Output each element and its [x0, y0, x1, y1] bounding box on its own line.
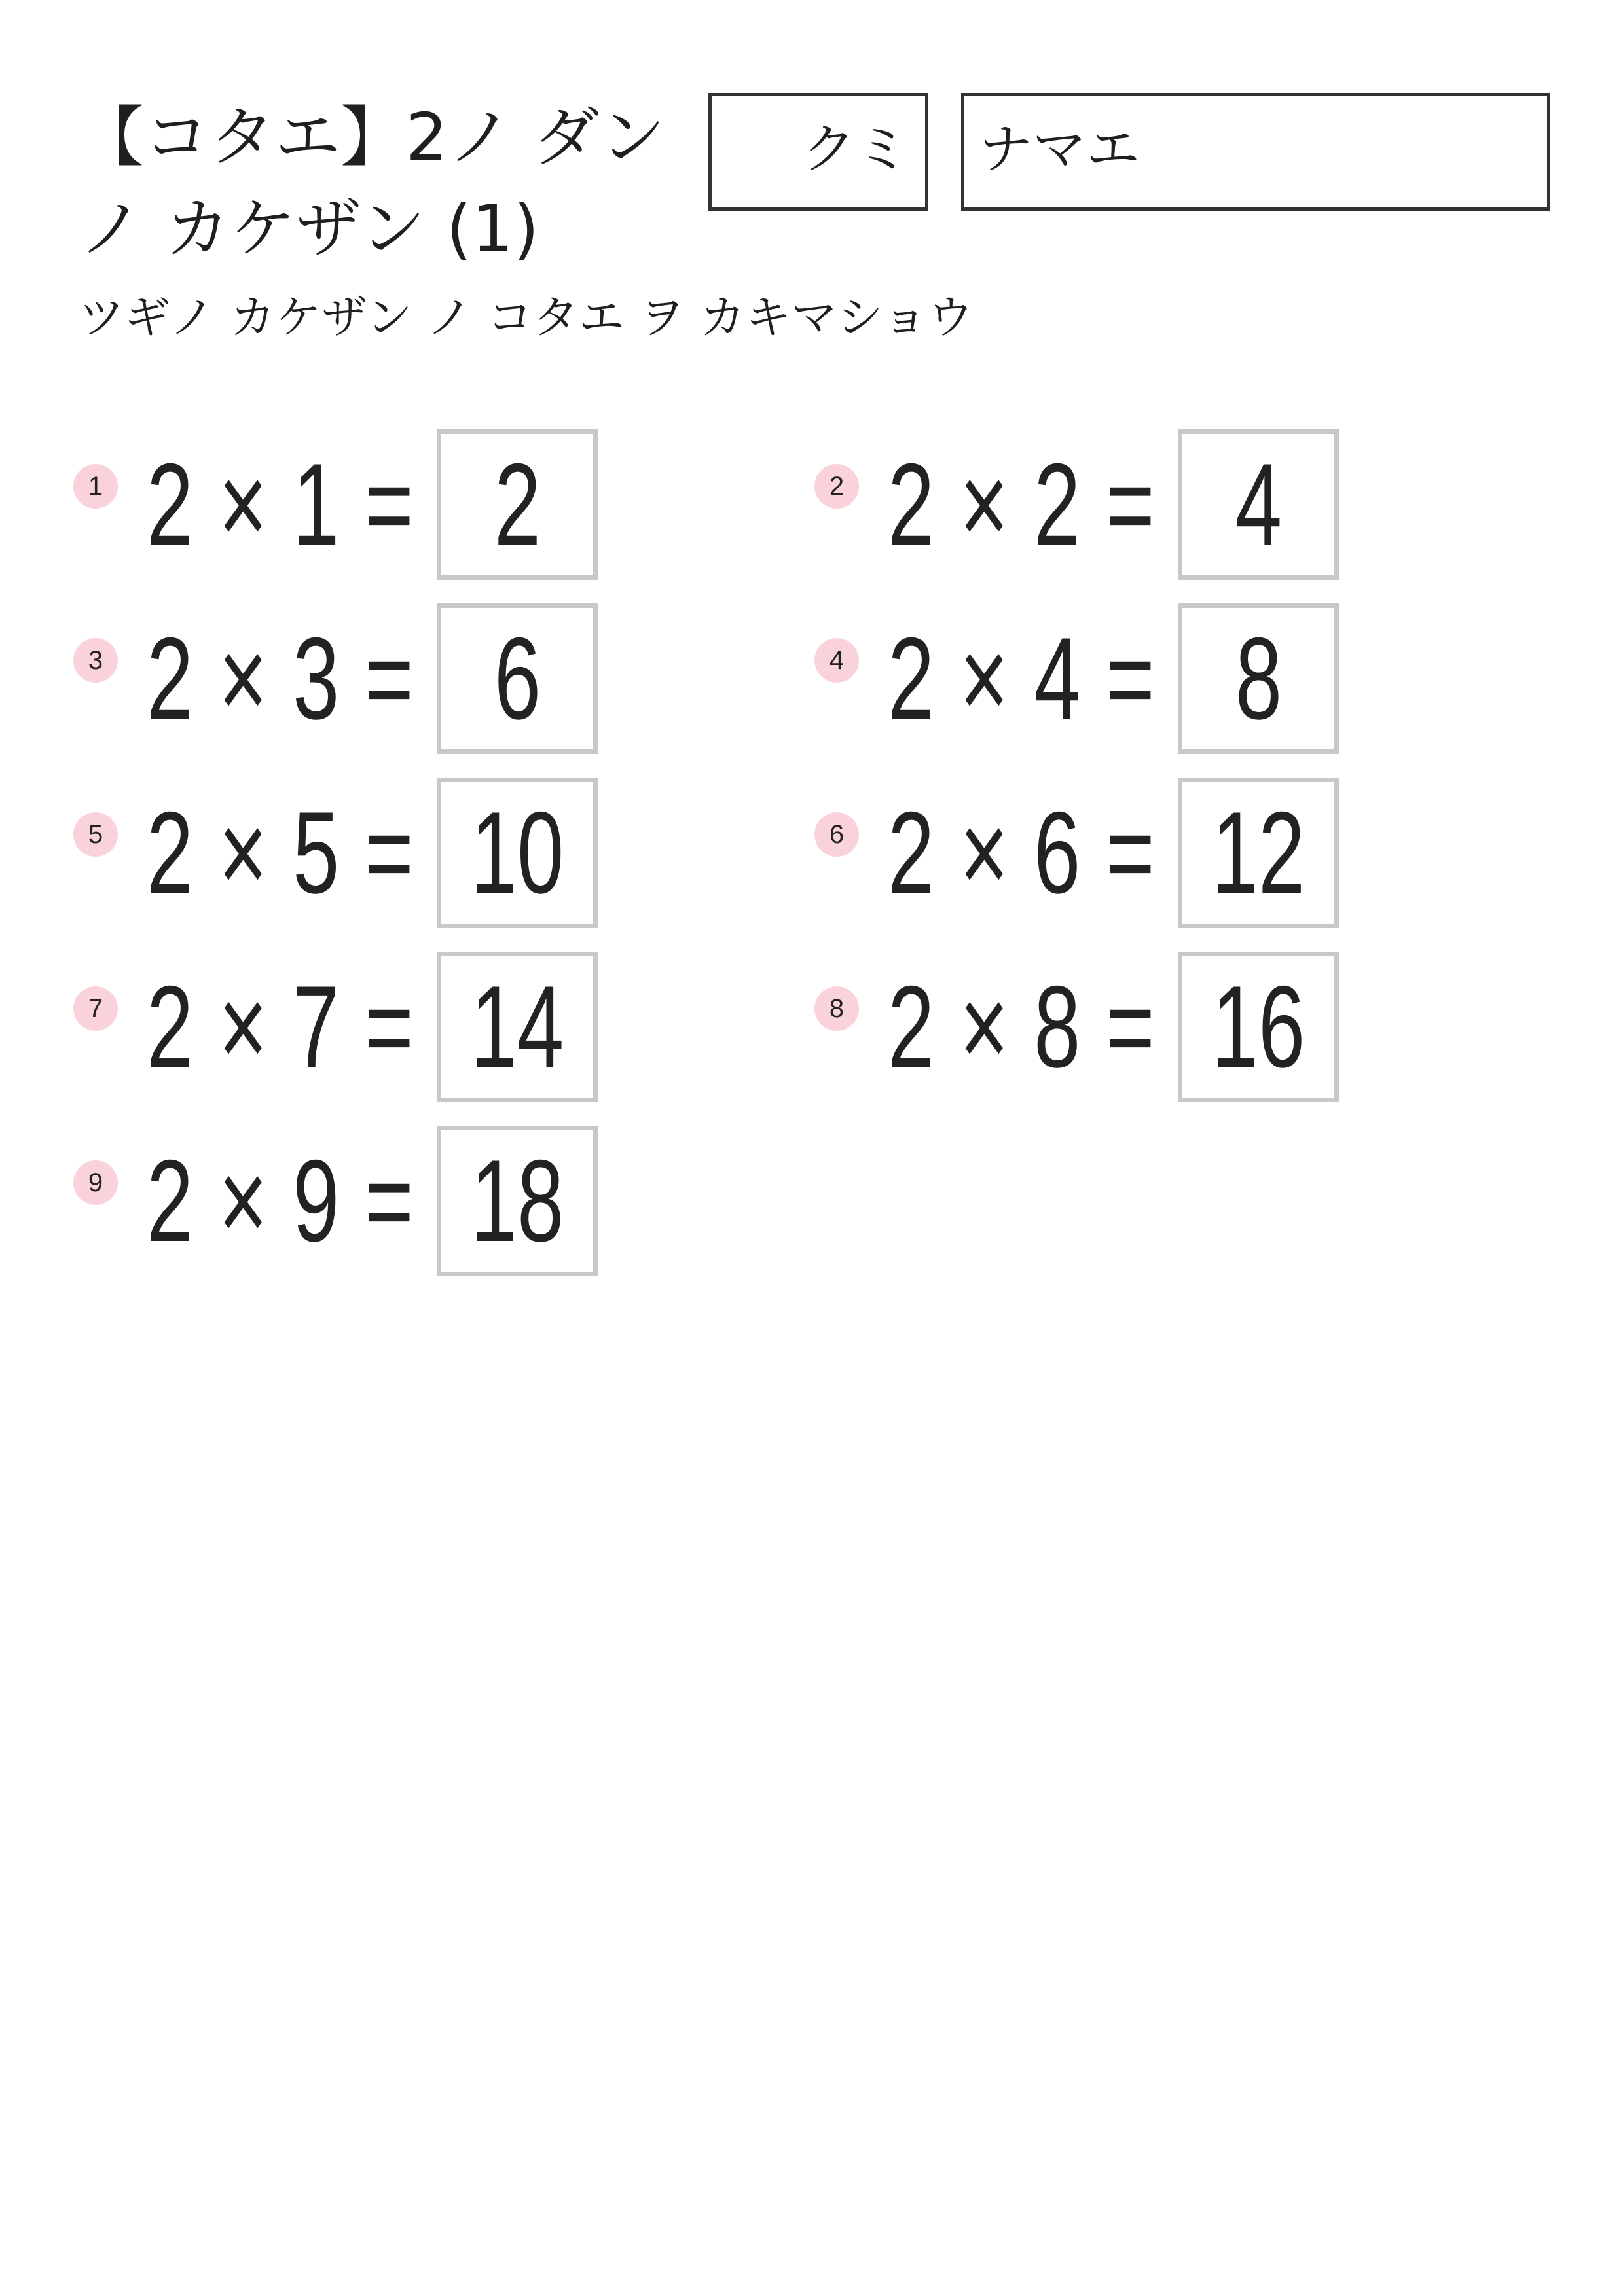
problem-item	[73, 429, 663, 580]
answer-value: 4	[1235, 439, 1282, 569]
answer-value: 12	[1211, 787, 1305, 918]
problem-number-badge: 1	[73, 464, 118, 509]
problem-expression: 2 × 2 =	[888, 439, 1156, 569]
answer-box	[1178, 778, 1339, 928]
answer-box	[1178, 603, 1339, 754]
problem-expression: 2 × 7 =	[147, 961, 415, 1092]
answer-value: 2	[494, 439, 541, 569]
problem-number-badge: 6	[814, 812, 859, 857]
answer-box	[1178, 429, 1339, 580]
problem-item	[814, 778, 1404, 928]
problem-number-badge: 9	[73, 1160, 118, 1205]
problem-expression: 2 × 3 =	[147, 613, 415, 744]
problem-number-badge: 8	[814, 986, 859, 1031]
answer-box	[437, 952, 598, 1102]
name-box	[961, 93, 1550, 211]
problem-expression: 2 × 1 =	[147, 439, 415, 569]
problem-number-badge: 7	[73, 986, 118, 1031]
problem-expression: 2 × 8 =	[888, 961, 1156, 1092]
answer-box	[437, 778, 598, 928]
worksheet-title: 【コタエ】2ノ ダン ノ カケザン (1)	[79, 99, 666, 267]
problem-expression: 2 × 4 =	[888, 613, 1156, 744]
answer-value: 14	[470, 961, 564, 1092]
problem-expression: 2 × 6 =	[888, 787, 1156, 918]
problem-item	[814, 952, 1404, 1102]
answer-value: 10	[470, 787, 564, 918]
problem-item	[73, 1126, 663, 1276]
answer-box	[1178, 952, 1339, 1102]
answer-box	[437, 1126, 598, 1276]
problem-number-badge: 5	[73, 812, 118, 857]
answer-box	[437, 429, 598, 580]
problem-item	[73, 603, 663, 754]
problem-item	[814, 603, 1404, 754]
problem-expression: 2 × 5 =	[147, 787, 415, 918]
class-label: クミ	[801, 118, 909, 181]
problem-item	[73, 952, 663, 1102]
problem-item	[73, 778, 663, 928]
answer-value: 8	[1235, 613, 1282, 744]
instruction-text: ツギノ カケザン ノ コタエ ヲ カキマショウ	[79, 291, 974, 344]
name-label: ナマエ	[979, 118, 1140, 181]
problem-number-badge: 4	[814, 638, 859, 683]
answer-value: 18	[470, 1136, 564, 1266]
answer-value: 16	[1211, 961, 1305, 1092]
class-box	[708, 93, 928, 211]
problem-number-badge: 3	[73, 638, 118, 683]
answer-box	[437, 603, 598, 754]
answer-value: 6	[494, 613, 541, 744]
problem-expression: 2 × 9 =	[147, 1136, 415, 1266]
problem-item	[814, 429, 1404, 580]
problem-number-badge: 2	[814, 464, 859, 509]
